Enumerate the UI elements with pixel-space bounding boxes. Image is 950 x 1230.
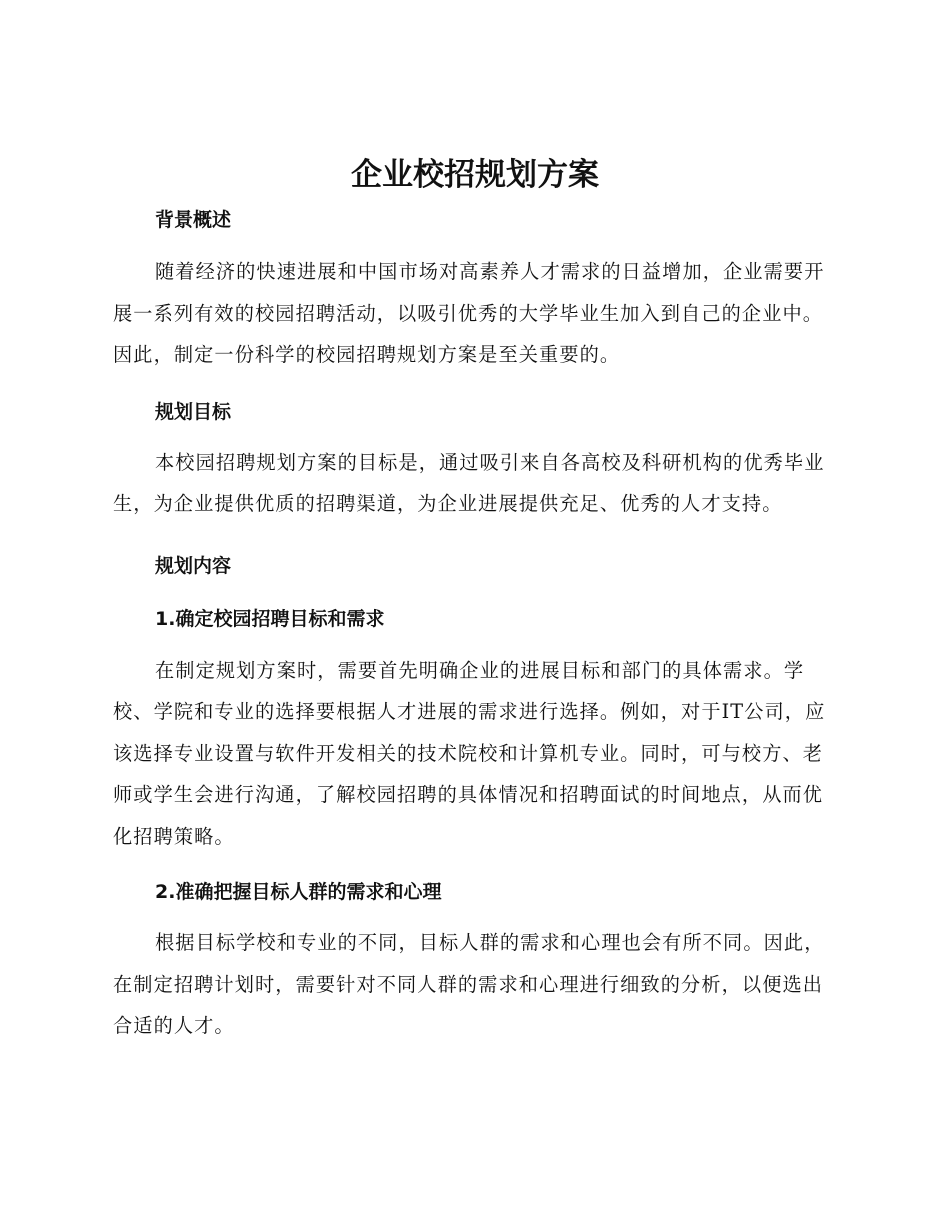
section-heading-background: 背景概述	[155, 209, 232, 231]
paragraph-background: 随着经济的快速进展和中国市场对高素养人才需求的日益增加，企业需要开展一系列有效的校园招聘活动，以吸引优秀的大学毕业生加入到自己的企业中。因此，制定一份科学的校园招聘规划方案是至关重要的。	[113, 260, 825, 366]
document-title: 企业校招规划方案	[351, 157, 599, 193]
document-body	[113, 150, 837, 1047]
section-heading-goal: 规划目标	[155, 400, 232, 423]
section-heading-content: 规划内容	[155, 554, 232, 577]
subsection-heading-2: 2.准确把握目标人群的需求和心理	[155, 881, 442, 903]
paragraph-subsection-1: 在制定规划方案时，需要首先明确企业的进展目标和部门的具体需求。学校、学院和专业的选择要根据人才进展的需求进行选择。例如，对于IT公司，应该选择专业设置与软件开发相关的技术院校和计算机专业。同时，可与校方、老师或学生会进行沟通，了解校园招聘的具体情况和招聘面试的时间地点，从而优化招聘策略。	[113, 658, 826, 848]
subsection-heading-1: 1.确定校园招聘目标和需求	[155, 607, 385, 630]
paragraph-goal: 本校园招聘规划方案的目标是，通过吸引来自各高校及科研机构的优秀毕业生，为企业提供优质的招聘渠道，为企业进展提供充足、优秀的人才支持。	[113, 450, 825, 515]
paragraph-subsection-2: 根据目标学校和专业的不同，目标人群的需求和心理也会有所不同。因此，在制定招聘计划时，需要针对不同人群的需求和心理进行细致的分析，以便选出合适的人才。	[113, 931, 825, 1037]
